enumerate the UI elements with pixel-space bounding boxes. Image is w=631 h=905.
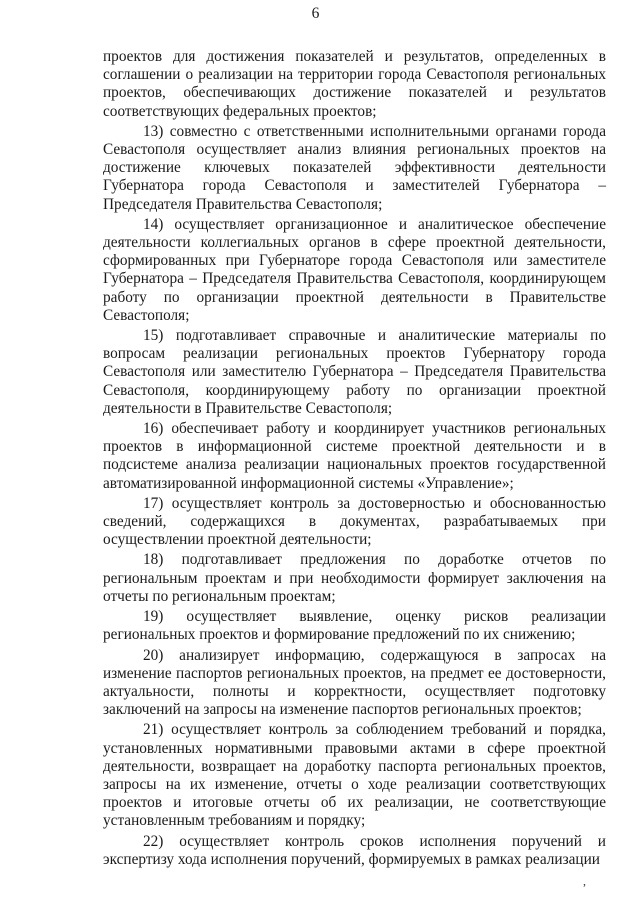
paragraph-item-15: 15) подготавливает справочные и аналитические материалы по вопросам реализации региональных проектов Губернатору города Севастополя или заместителю Губернатора – Председателя Правительства Севастополя, координирующему работу по организации проектной деятельности в Правительстве Севастополя; xyxy=(103,327,606,417)
paragraph-item-20: 20) анализирует информацию, содержащуюся в запросах на изменение паспортов региональных проектов, на предмет ее достоверности, актуальности, полноты и корректности, осуществляет подготовку заключений на запросы на изменение паспортов региональных проектов; xyxy=(103,646,606,719)
paragraph-item-21: 21) осуществляет контроль за соблюдением требований и порядка, установленных нормативными правовыми актами в сфере проектной деятельности, возвращает на доработку паспорта региональных проектов, запросы на их изменение, отчеты о ходе реализации соответствующих проектов и итоговые отчеты об их реализации, не соответствующие установленным требованиям и порядку; xyxy=(103,721,606,830)
paragraph-item-14: 14) осуществляет организационное и аналитическое обеспечение деятельности коллегиальных органов в сфере проектной деятельности, сформированных при Губернаторе города Севастополя или заместителе Губернатора – Председателя Правительства Севастополя, координирующем работу по организации проектной деятельности в Правительстве Севастополя; xyxy=(103,215,606,324)
paragraph-item-18: 18) подготавливает предложения по доработке отчетов по региональным проектам и при необходимости формирует заключения на отчеты по региональным проектам; xyxy=(103,551,606,605)
paragraph-item-22: 22) осуществляет контроль сроков исполнения поручений и экспертизу хода исполнения поручений, формируемых в рамках реализации xyxy=(103,832,606,868)
paragraph-item-13: 13) совместно с ответственными исполнительными органами города Севастополя осуществляет анализ влияния региональных проектов на достижение ключевых показателей эффективности деятельности Губернатора города Севастополя и заместителей Губернатора – Председателя Правительства Севастополя; xyxy=(103,122,606,213)
page-number: 6 xyxy=(311,5,320,22)
paragraph-item-19: 19) осуществляет выявление, оценку рисков реализации региональных проектов и формирование предложений по их снижению; xyxy=(103,608,606,644)
paragraph-continuation: проектов для достижения показателей и результатов, определенных в соглашении о реализации на территории города Севастополя региональных проектов, обеспечивающих достижение показателей и результатов соответствующих федеральных проектов; xyxy=(103,48,606,120)
paragraph-item-17: 17) осуществляет контроль за достоверностью и обоснованностью сведений, содержащихся в документах, разрабатываемых при осуществлении проектной деятельности; xyxy=(103,494,606,549)
footer-mark: , xyxy=(583,874,586,888)
paragraph-item-16: 16) обеспечивает работу и координирует участников региональных проектов в информационной системе проектной деятельности и в подсистеме анализа реализации национальных проектов государственной автоматизированной информационной системы «Управление»; xyxy=(103,420,606,492)
document-body xyxy=(103,48,606,869)
